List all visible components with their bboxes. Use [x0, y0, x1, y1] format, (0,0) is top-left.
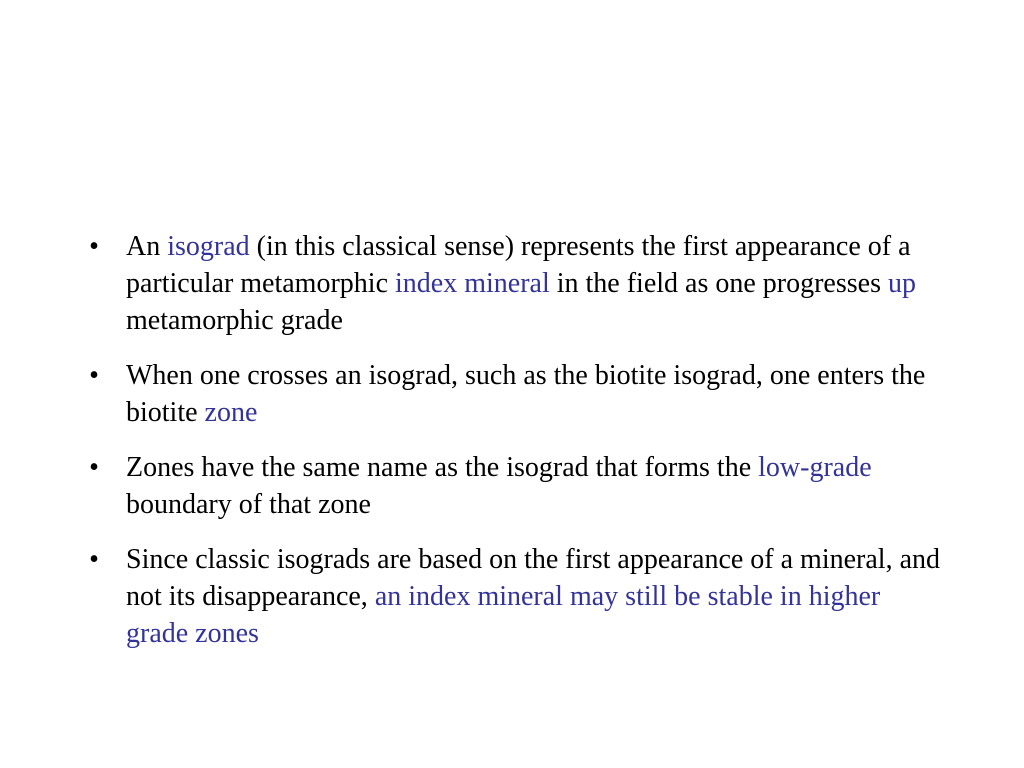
text-segment: (in this classical sense) represents the first appearance of a particular metamorphic: [126, 231, 911, 299]
bullet-item-3: [84, 449, 944, 523]
highlighted-term-zone: zone: [204, 397, 258, 428]
text-segment: When one crosses an isograd, such as the biotite isograd, one enters the biotite: [126, 360, 926, 428]
bullet-list: [84, 228, 944, 670]
bullet-item-1: [84, 228, 944, 339]
bullet-item-2: [84, 357, 944, 431]
text-segment: metamorphic grade: [126, 305, 343, 336]
text-segment: An: [126, 231, 168, 262]
highlighted-term-up: up: [887, 268, 916, 299]
highlighted-phrase-stable-higher-grade: an index mineral may still be stable in higher grade zones: [126, 581, 881, 649]
bullet-marker: •: [89, 544, 99, 575]
highlighted-term-index-mineral: index mineral: [395, 268, 550, 299]
text-segment: Since classic isograds are based on the first appearance of a mineral, and not its disappearance,: [126, 544, 940, 612]
bullet-marker: •: [89, 231, 99, 262]
text-segment: Zones have the same name as the isograd that forms the: [126, 452, 759, 483]
bullet-item-4: [84, 541, 944, 652]
highlighted-term-isograd: isograd: [167, 231, 250, 262]
text-segment: boundary of that zone: [126, 489, 371, 520]
highlighted-term-low-grade: low-grade: [758, 452, 872, 483]
bullet-marker: •: [89, 452, 99, 483]
text-segment: in the field as one progresses: [549, 268, 888, 299]
bullet-marker: •: [89, 360, 99, 391]
